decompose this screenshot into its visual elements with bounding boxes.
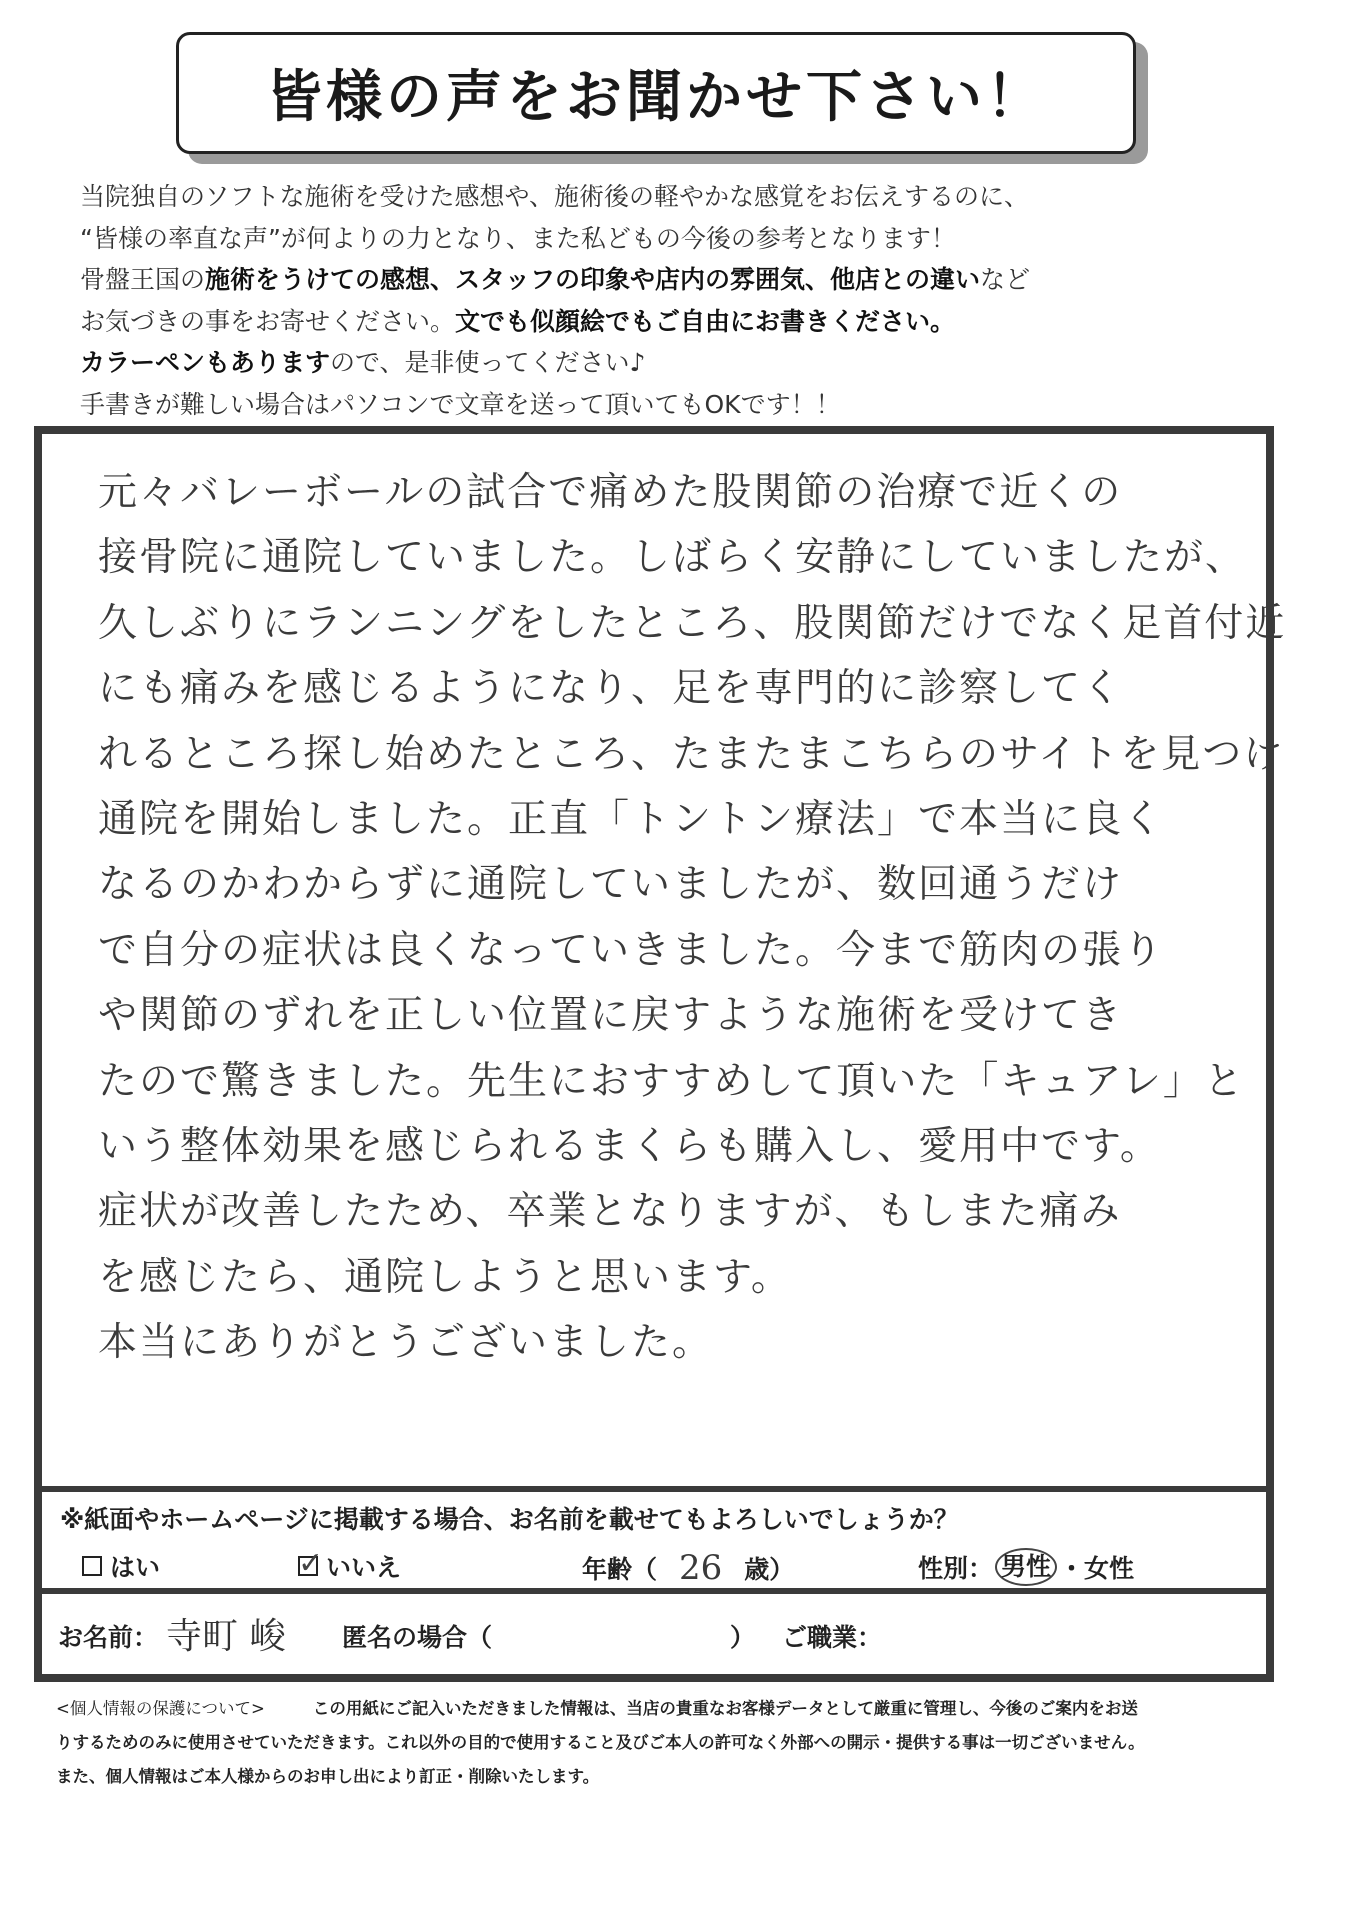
privacy-line-2: りするためのみに使用させていただきます。これ以外の目的で使用すること及びご本人の許可なく外部への開示・提供する事は一切ございません。 (56, 1733, 1145, 1752)
job-label[interactable]: ご職業： (782, 1623, 883, 1652)
gender-field[interactable] (918, 1548, 1134, 1586)
check-icon: ✓ (298, 1546, 324, 1581)
intro-line-6: 手書きが難しい場合はパソコンで文章を送って頂いてもOKです！！ (80, 389, 841, 419)
comment-area[interactable] (42, 434, 1287, 1492)
option-yes[interactable] (82, 1548, 160, 1584)
age-label: 年齢（ (582, 1555, 658, 1584)
gender-female[interactable]: 女性 (1084, 1554, 1135, 1583)
comment-line: 久しぶりにランニングをしたところ、股関節だけでなく足首付近 (98, 600, 1287, 646)
page-title: 皆様の声をお聞かせ下さい！ (266, 65, 1046, 130)
comment-line: や関節のずれを正しい位置に戻すような施術を受けてき (98, 993, 1124, 1039)
anon-label[interactable]: 匿名の場合（ (342, 1623, 493, 1652)
consent-section (42, 1492, 1266, 1594)
intro-line-2: “皆様の率直な声”が何よりの力となり、また私どもの今後の参考となります！ (80, 223, 956, 253)
privacy-line-1: <個人情報の保護について> この用紙にご記入いただきました情報は、当店の貴重なお客様データとして厳重に管理し、今後のご案内をお送 (56, 1699, 1138, 1718)
privacy-heading: <個人情報の保護について> (56, 1699, 265, 1718)
survey-form (34, 426, 1287, 1682)
comment-line: 接骨院に通院していました。しばらく安静にしていましたが、 (98, 535, 1247, 581)
comment-line: にも痛みを感じるようになり、足を専門的に診察してく (98, 666, 1124, 712)
age-value: 26 (679, 1548, 723, 1588)
title-banner (176, 32, 1136, 154)
comment-line: を感じたら、通院しようと思います。 (98, 1254, 792, 1300)
comment-line: 元々バレーボールの試合で痛めた股関節の治療で近くの (98, 470, 1123, 515)
intro-line-1: 当院独自のソフトな施術を受けた感想や、施術後の軽やかな感覚をお伝えするのに、 (80, 182, 1030, 211)
comment-line: いう整体効果を感じられるまくらも購入し、愛用中です。 (98, 1123, 1161, 1169)
age-field[interactable] (582, 1548, 794, 1588)
option-no[interactable] (298, 1548, 401, 1584)
no-checkbox[interactable] (298, 1546, 324, 1581)
comment-line: れるところ探し始めたところ、たまたまこちらのサイトを見つけ (98, 731, 1285, 777)
yes-checkbox[interactable] (82, 1556, 102, 1576)
yes-label: はい (110, 1553, 161, 1582)
no-label: いいえ (326, 1553, 402, 1582)
gender-label: 性別： (918, 1554, 994, 1583)
privacy-line-3: また、個人情報はご本人様からのお申し出により訂正・削除いたします。 (56, 1767, 600, 1786)
intro-line-3: 骨盤王国の施術をうけての感想、スタッフの印象や店内の雰囲気、他店との違いなど (80, 265, 1031, 294)
consent-question: ※紙面やホームページに掲載する場合、お名前を載せてもよろしいでしょうか？ (60, 1505, 959, 1534)
intro-line-4: お気づきの事をお寄せください。文でも似顔絵でもご自由にお書きください。 (80, 306, 956, 336)
age-unit: 歳） (744, 1555, 795, 1584)
gender-male-selected[interactable]: 男性 (995, 1548, 1057, 1586)
name-row (42, 1594, 1266, 1674)
comment-line: 症状が改善したため、卒業となりますが、もしまた痛み (98, 1189, 1122, 1235)
intro-line-5: カラーペンもありますので、是非使ってください♪ (80, 348, 646, 377)
comment-line: で自分の症状は良くなっていきました。今まで筋肉の張り (98, 927, 1165, 973)
name-label: お名前： (58, 1623, 159, 1652)
privacy-notice (56, 1692, 1276, 1794)
name-value[interactable]: 寺町 峻 (166, 1616, 286, 1657)
comment-line: なるのかわからずに通院していましたが、数回通うだけ (98, 862, 1124, 908)
comment-line: たので驚きました。先生におすすめして頂いた「キュアレ」と (98, 1058, 1245, 1104)
intro-text (80, 176, 1280, 425)
comment-line: 本当にありがとうございました。 (98, 1320, 714, 1366)
comment-line: 通院を開始しました。正直「トントン療法」で本当に良く (98, 796, 1165, 842)
anon-close: ） (730, 1623, 756, 1652)
gender-separator: ・ (1059, 1554, 1085, 1583)
